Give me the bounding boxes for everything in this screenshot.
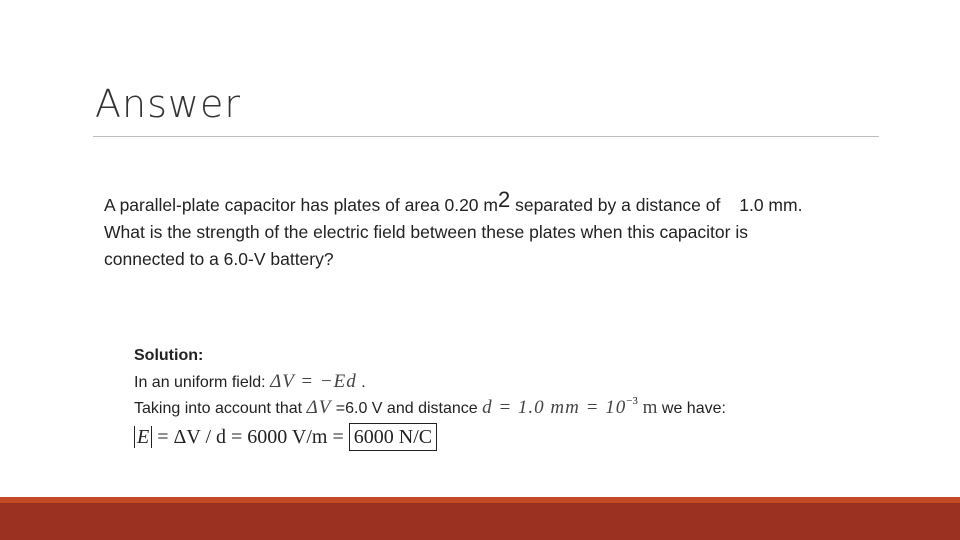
result-equation bbox=[134, 423, 774, 453]
question-block bbox=[104, 187, 824, 273]
solution-line-1 bbox=[134, 369, 774, 395]
question-line-1 bbox=[104, 187, 824, 219]
question-line-2: What is the strength of the electric field between these plates when this capacitor is bbox=[104, 222, 748, 242]
distance-expression: d = 1.0 mm = 10 bbox=[482, 397, 627, 418]
question-line-3: connected to a 6.0-V battery? bbox=[104, 249, 334, 269]
final-answer: 6000 N/C bbox=[349, 423, 437, 451]
solution-line-2-text: Taking into account that bbox=[134, 400, 307, 417]
field-magnitude: E bbox=[134, 426, 152, 448]
delta-v-symbol: ΔV bbox=[306, 397, 332, 418]
solution-line-2-text-c: we have: bbox=[657, 400, 726, 417]
solution-heading: Solution: bbox=[134, 347, 204, 364]
field-equation: ΔV = −Ed bbox=[270, 371, 357, 392]
solution-line-1-text: In an uniform field: bbox=[134, 374, 271, 391]
slide-title: Answer bbox=[95, 82, 241, 126]
solution-line-2 bbox=[134, 395, 774, 421]
distance-value: 1.0 mm. bbox=[739, 195, 803, 215]
question-line-1-text: A parallel-plate capacitor has plates of area 0.20 m bbox=[104, 195, 498, 215]
question-line-1-text-b: separated by a distance of bbox=[510, 195, 726, 215]
distance-unit: m bbox=[637, 397, 658, 418]
distance-exponent: −3 bbox=[626, 395, 638, 407]
title-divider bbox=[93, 136, 879, 137]
solution-block bbox=[134, 343, 774, 453]
result-expression: = ΔV / d = 6000 V/m = bbox=[152, 426, 349, 448]
footer-accent-strip bbox=[0, 497, 960, 503]
solution-line-2-text-b: =6.0 V and distance bbox=[331, 400, 483, 417]
footer-band bbox=[0, 497, 960, 540]
area-exponent: 2 bbox=[497, 187, 511, 212]
solution-line-1-end: . bbox=[356, 374, 366, 391]
